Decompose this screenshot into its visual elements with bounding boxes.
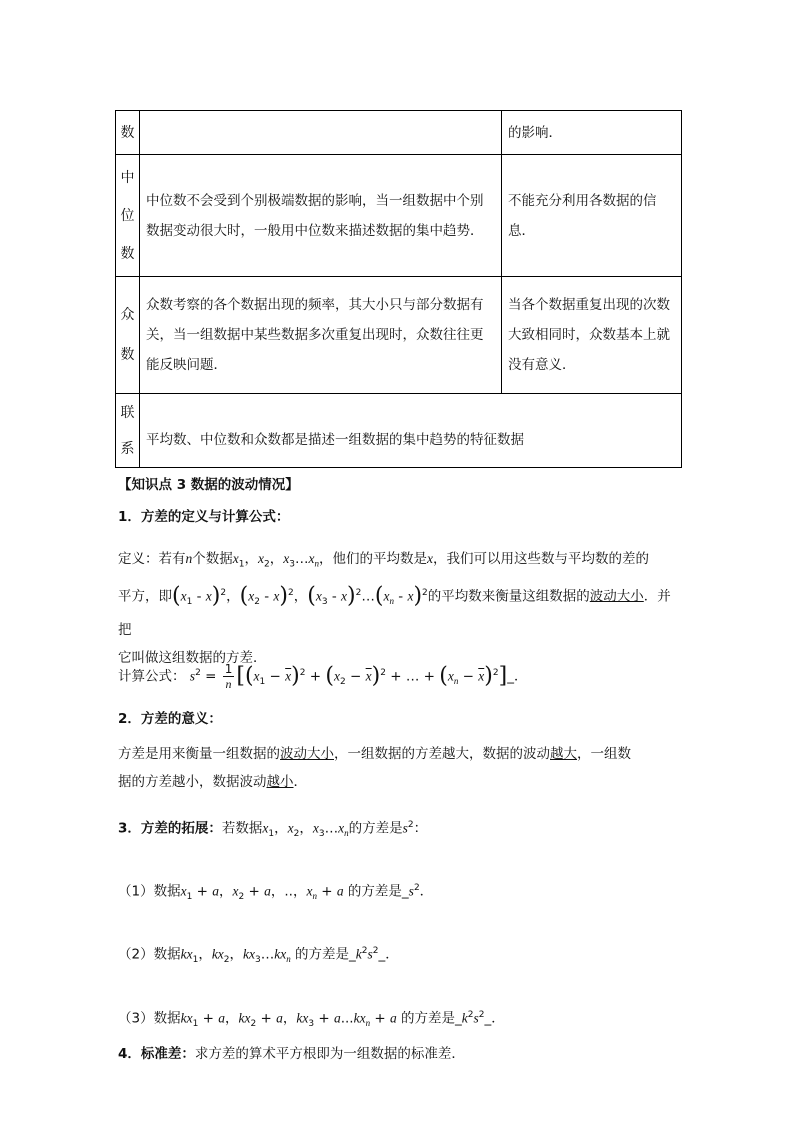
mode-desc: 众数考察的各个数据出现的频率，其大小只与部分数据有关，当一组数据中某些数据多次重复出现时，众数往往更能反映问题． bbox=[140, 277, 502, 394]
extension-item-1: （1）数据$x_1 + a$，$x_2 + a$，..，$x_n + a$ 的方差是$\_s^2$． bbox=[118, 883, 434, 903]
row-head-mode: 众 数 bbox=[116, 277, 140, 394]
section-title: 【知识点 3 数据的波动情况】 bbox=[118, 477, 299, 493]
variance-definition: 定义：若有n个数据$x_1$，$x_2$，$x_3\dots x_n$，他们的平均数是x，我们可以用这些数与平均数的差的 平方，即$(x_1 - x)^2$，$(x_2 - x)^2$，($x_3$ - $x)^2\dots(x_n - x)^2$的平均数来衡量这组数据的波动大小．并把 它叫做这组数据的方差． bbox=[118, 551, 671, 666]
cell-continued bbox=[140, 111, 502, 155]
variance-extension: 3．方差的拓展：若数据$x_1$，$x_2$，$x_3\dots x_n$的方差是$s^2$： bbox=[118, 820, 428, 840]
blank-fluctuation: 波动大小 bbox=[589, 588, 644, 605]
blank-2: 越大 bbox=[550, 746, 577, 762]
comparison-table bbox=[115, 110, 682, 468]
p2-title: 2．方差的意义： bbox=[118, 711, 222, 727]
blank-3: 越小 bbox=[266, 774, 294, 790]
row-head-median: 中 位 数 bbox=[116, 155, 140, 277]
relation-text: 平均数、中位数和众数都是描述一组数据的集中趋势的特征数据 bbox=[140, 394, 682, 468]
blank-1: 波动大小 bbox=[280, 746, 334, 762]
variance-formula: 计算公式： $s^2$ = $\frac{1}{n}$ [$(x_1 - \overline{x})^2 + (x_2 - \overline{x})^2$ + … + ($x_n$ − $\overline{x})^2]\_$． bbox=[118, 662, 528, 691]
cell-influence: 的影响． bbox=[502, 111, 682, 155]
standard-deviation: 4．标准差：求方差的算术平方根即为一组数据的标准差． bbox=[118, 1046, 465, 1062]
variance-meaning: 方差是用来衡量一组数据的波动大小，一组数据的方差越大，数据的波动越大，一组数 据的方差越小，数据波动越小． bbox=[118, 746, 631, 790]
median-drawback: 不能充分利用各数据的信息． bbox=[502, 155, 682, 277]
row-head-relation: 联 系 bbox=[116, 394, 140, 468]
mode-drawback: 当各个数据重复出现的次数大致相同时，众数基本上就没有意义． bbox=[502, 277, 682, 394]
extension-item-2: （2）数据$kx_1$，$kx_2$，$kx_3\dots kx_n$ 的方差是$\_k^2s^2\_$． bbox=[118, 946, 399, 966]
p1-title: 1．方差的定义与计算公式： bbox=[118, 509, 290, 525]
extension-item-3: （3）数据$kx_1 + a$，$kx_2 + a$，$kx_3 + a...kx_n + a$ 的方差是$\_k^2s^2\_$． bbox=[118, 1010, 505, 1030]
median-desc: 中位数不会受到个别极端数据的影响，当一组数据中个别数据变动很大时，一般用中位数来描述数据的集中趋势． bbox=[140, 155, 502, 277]
row-head-shu: 数 bbox=[116, 111, 140, 155]
